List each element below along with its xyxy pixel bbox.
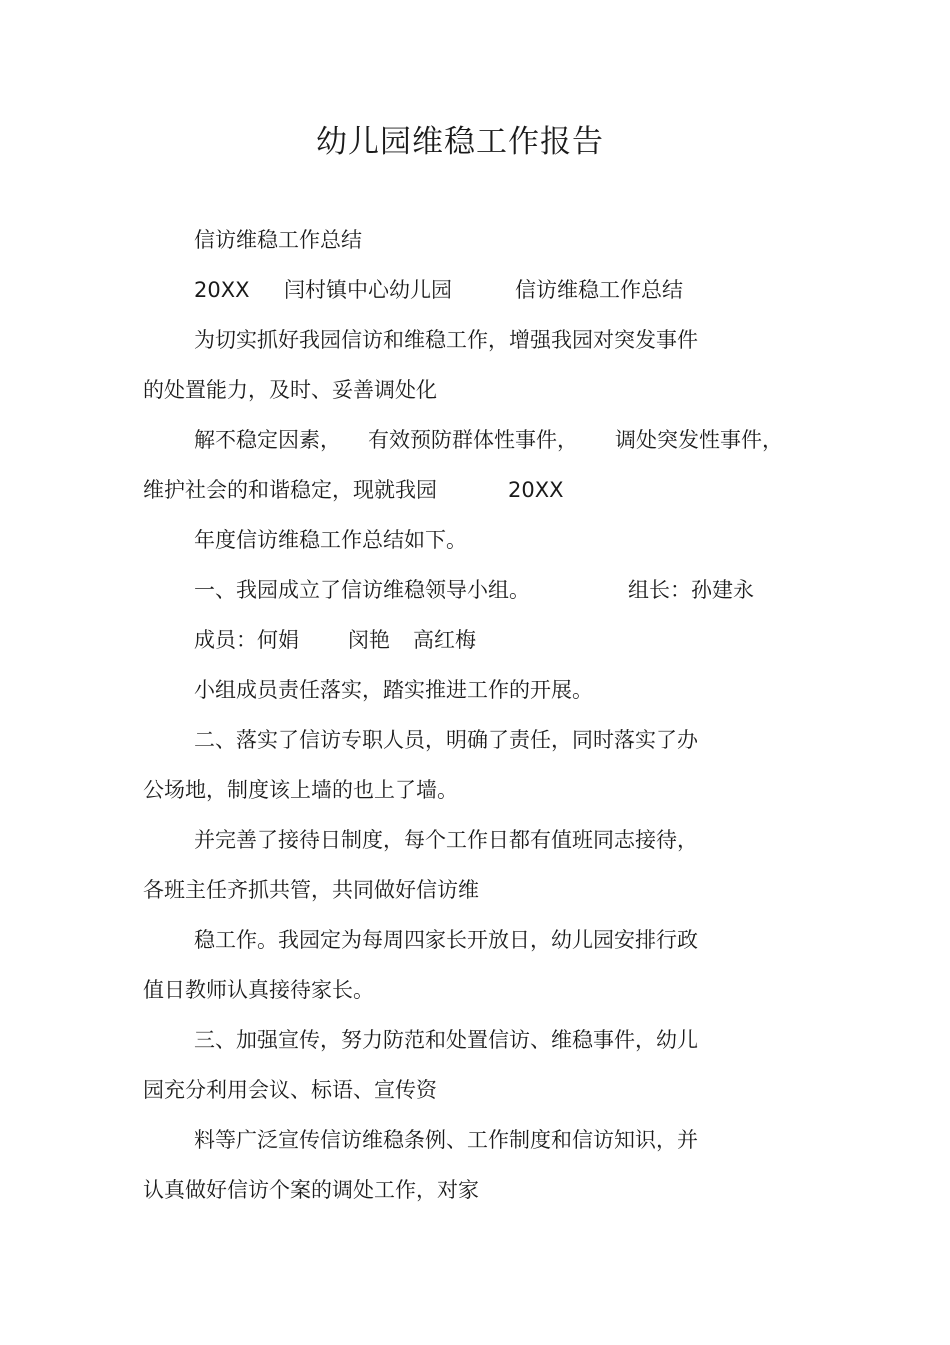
paragraph-line: 各班主任齐抓共管，共同做好信访维 xyxy=(143,878,479,902)
member-name: 成员：何娟 xyxy=(194,628,299,652)
paragraph-line: 公场地，制度该上墙的也上了墙。 xyxy=(143,778,458,802)
member-name: 闵艳 xyxy=(348,628,390,652)
paragraph-line: 小组成员责任落实，踏实推进工作的开展。 xyxy=(194,678,593,702)
text-segment: 有效预防群体性事件， xyxy=(368,428,578,452)
text-segment: 调处突发性事件， xyxy=(615,428,783,452)
member-name: 高红梅 xyxy=(413,628,476,652)
school-name: 闫村镇中心幼儿园 xyxy=(284,278,452,302)
paragraph-line: 值日教师认真接待家长。 xyxy=(143,978,374,1002)
year-text: 20XX xyxy=(508,478,564,502)
paragraph-line: 年度信访维稳工作总结如下。 xyxy=(194,528,467,552)
paragraph-line: 二、落实了信访专职人员，明确了责任，同时落实了办 xyxy=(194,728,698,752)
paragraph-line: 并完善了接待日制度，每个工作日都有值班同志接待， xyxy=(194,828,698,852)
paragraph-line: 园充分利用会议、标语、宣传资 xyxy=(143,1078,437,1102)
text-segment: 解不稳定因素， xyxy=(194,428,341,452)
paragraph-line: 信访维稳工作总结 xyxy=(194,228,362,252)
paragraph-line: 稳工作。我园定为每周四家长开放日，幼儿园安排行政 xyxy=(194,928,698,952)
summary-subject: 信访维稳工作总结 xyxy=(515,278,683,302)
paragraph-line: 认真做好信访个案的调处工作，对家 xyxy=(143,1178,479,1202)
text-segment: 一、我园成立了信访维稳领导小组。 xyxy=(194,578,530,602)
year-text: 20XX xyxy=(194,278,250,302)
paragraph-line: 三、加强宣传，努力防范和处置信访、维稳事件，幼儿 xyxy=(194,1028,698,1052)
paragraph-line: 料等广泛宣传信访维稳条例、工作制度和信访知识，并 xyxy=(194,1128,698,1152)
paragraph-line: 的处置能力，及时、妥善调处化 xyxy=(143,378,437,402)
group-leader: 组长：孙建永 xyxy=(628,578,754,602)
paragraph-line: 为切实抓好我园信访和维稳工作，增强我园对突发事件 xyxy=(194,328,698,352)
page-title: 幼儿园维稳工作报告 xyxy=(316,124,604,160)
text-segment: 维护社会的和谐稳定，现就我园 xyxy=(143,478,437,502)
